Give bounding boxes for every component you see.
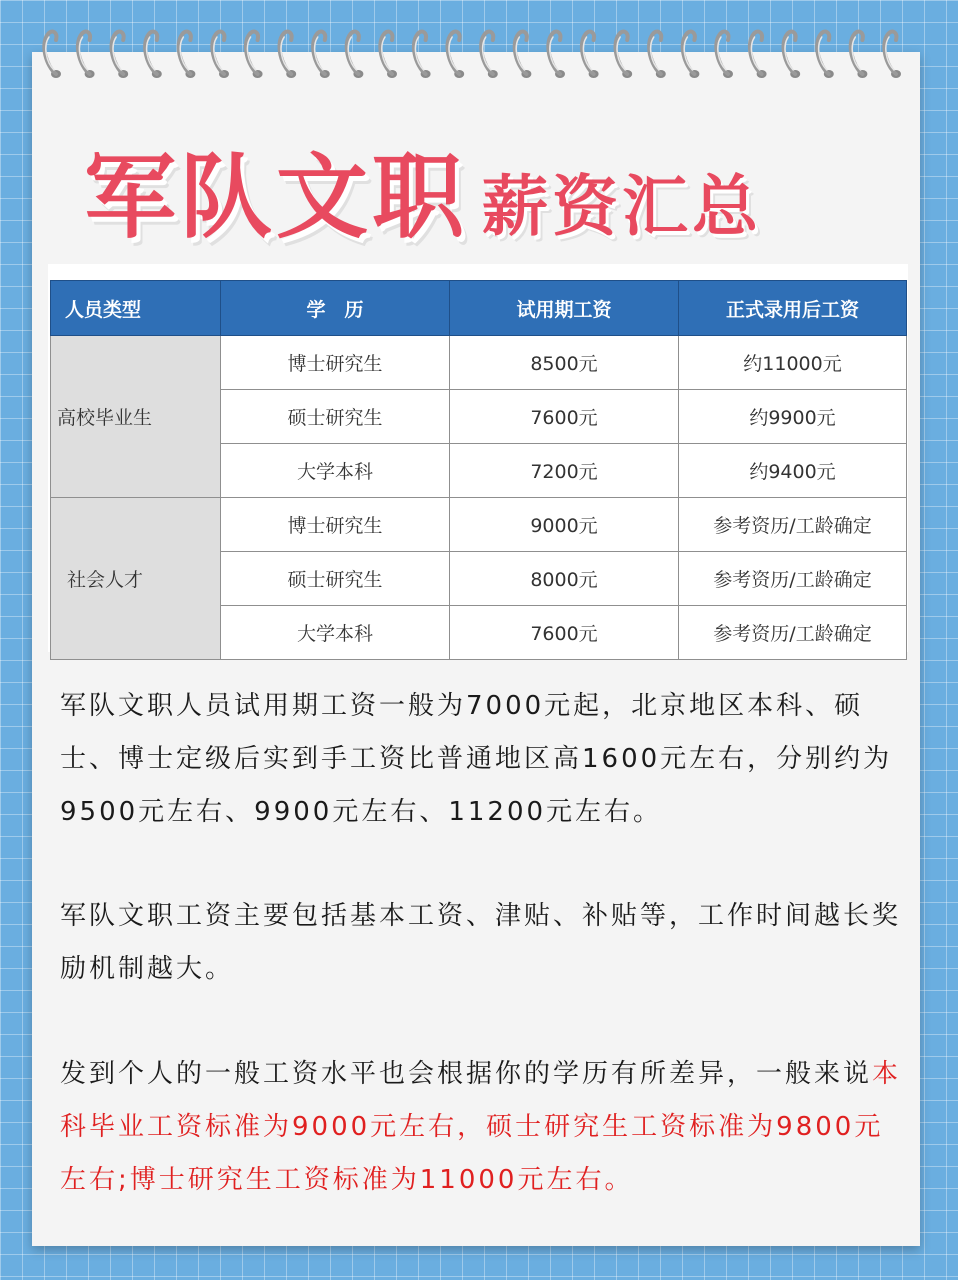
- spiral-ring: [78, 32, 95, 78]
- spiral-ring: [44, 32, 61, 78]
- spiral-ring: [851, 32, 868, 78]
- spiral-ring: [414, 32, 431, 78]
- paragraph-salary-components: 军队文职工资主要包括基本工资、津贴、补贴等，工作时间越长奖励机制越大。: [60, 901, 902, 984]
- cell-probation: 7600元: [450, 606, 679, 660]
- spiral-ring: [582, 32, 599, 78]
- cell-education: 大学本科: [221, 444, 450, 498]
- spiral-ring: [212, 32, 229, 78]
- cell-education: 博士研究生: [221, 336, 450, 390]
- table-row: [51, 498, 907, 552]
- spiral-ring: [347, 32, 364, 78]
- cell-education: 大学本科: [221, 606, 450, 660]
- spiral-ring: [716, 32, 733, 78]
- spiral-ring: [683, 32, 700, 78]
- spiral-ring: [179, 32, 196, 78]
- header-type: 人员类型: [51, 281, 221, 336]
- cell-probation: 8000元: [450, 552, 679, 606]
- spiral-ring: [649, 32, 666, 78]
- cell-probation: 7200元: [450, 444, 679, 498]
- spiral-ring: [380, 32, 397, 78]
- spiral-ring: [884, 32, 901, 78]
- group-label: 高校毕业生: [51, 336, 221, 498]
- spiral-ring: [111, 32, 128, 78]
- page-title: [84, 124, 762, 256]
- spiral-ring: [817, 32, 834, 78]
- cell-education: 硕士研究生: [221, 390, 450, 444]
- spiral-ring: [246, 32, 263, 78]
- header-education: 学 历: [221, 281, 450, 336]
- paragraph-education-difference: [60, 1048, 904, 1207]
- header-formal: 正式录用后工资: [679, 281, 907, 336]
- cell-probation: 7600元: [450, 390, 679, 444]
- cell-formal: 参考资历/工龄确定: [679, 606, 907, 660]
- spiral-ring: [145, 32, 162, 78]
- cell-formal: 约9400元: [679, 444, 907, 498]
- spiral-ring: [313, 32, 330, 78]
- paragraph-probation-salary: 军队文职人员试用期工资一般为7000元起，北京地区本科、硕士、博士定级后实到手工资比普通地区高1600元左右，分别约为9500元左右、9900元左右、11200元左右。: [60, 691, 893, 827]
- cell-probation: 9000元: [450, 498, 679, 552]
- cell-education: 博士研究生: [221, 498, 450, 552]
- spiral-ring: [447, 32, 464, 78]
- cell-probation: 8500元: [450, 336, 679, 390]
- table-header-row: [51, 281, 907, 336]
- title-main: 军队文职: [84, 144, 469, 251]
- cell-formal: 约9900元: [679, 390, 907, 444]
- spiral-ring: [783, 32, 800, 78]
- cell-formal: 参考资历/工龄确定: [679, 552, 907, 606]
- paragraph-highlight-text: 本科毕业工资标准为9000元左右，硕士研究生工资标准为9800元左右;博士研究生工资标准为11000元左右。: [60, 1059, 902, 1195]
- cell-education: 硕士研究生: [221, 552, 450, 606]
- spiral-ring: [481, 32, 498, 78]
- salary-table: [50, 280, 907, 660]
- spiral-ring: [750, 32, 767, 78]
- spiral-ring: [548, 32, 565, 78]
- spiral-rings: [34, 26, 918, 86]
- paragraph-normal-text: 发到个人的一般工资水平也会根据你的学历有所差异，一般来说: [60, 1059, 873, 1089]
- spiral-ring: [515, 32, 532, 78]
- cell-formal: 约11000元: [679, 336, 907, 390]
- group-label: 社会人才: [51, 498, 221, 660]
- title-sub: 薪资汇总: [482, 168, 763, 245]
- cell-formal: 参考资历/工龄确定: [679, 498, 907, 552]
- header-probation: 试用期工资: [450, 281, 679, 336]
- spiral-ring: [279, 32, 296, 78]
- spiral-ring: [615, 32, 632, 78]
- table-row: [51, 336, 907, 390]
